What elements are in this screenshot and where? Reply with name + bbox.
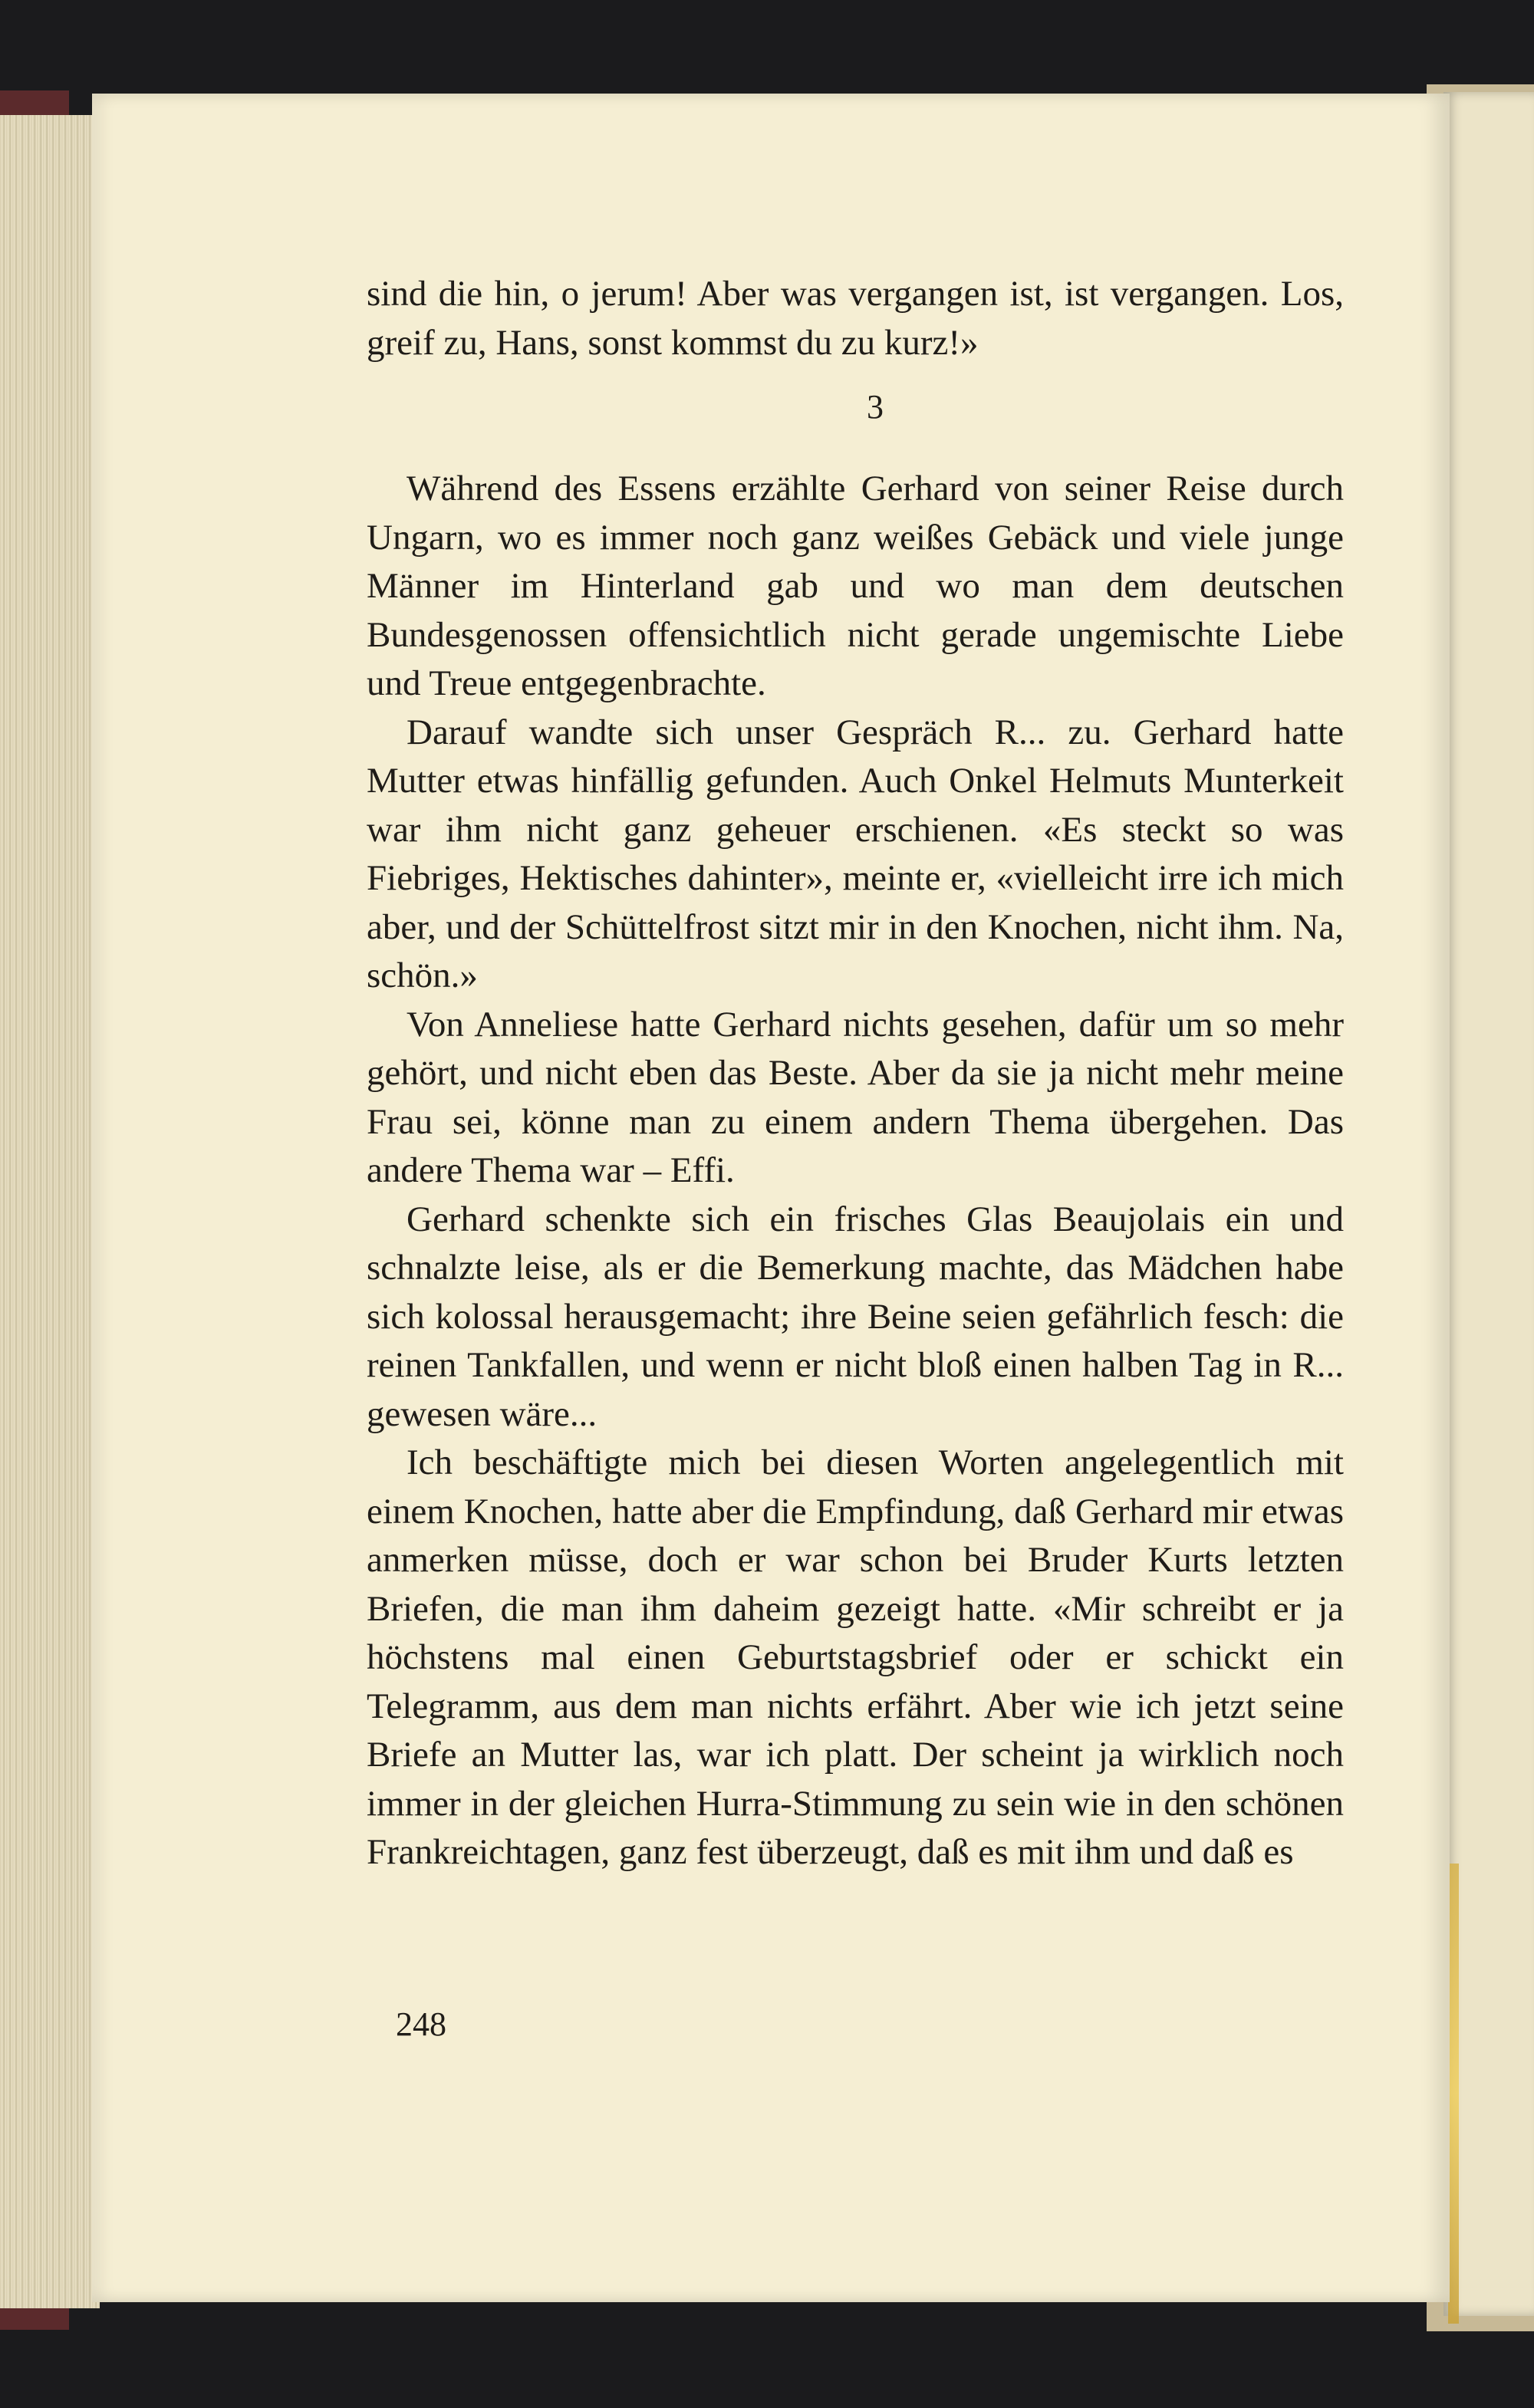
paragraph: Ich beschäftigte mich bei diesen Worten angelegentlich mit einem Knochen, hatte aber die Empfindung, daß Gerhard mir etwas anmerken müsse, doch er war schon bei Bruder Kurts letzten Briefen, die man ihm daheim gezeigt hatte. «Mir schreibt er ja höchstens mal einen Geburtstagsbrief oder er schickt ein Telegramm, aus dem man nichts erfährt. Aber wie ich jetzt seine Briefe an Mutter las, war ich platt. Der scheint ja wirklich noch immer in der gleichen Hurra-Stimmung zu sein wie in den schönen Frankreichtagen, ganz fest überzeugt, daß es mit ihm und daß es [367,1442,1344,1872]
body-text [367,270,1344,1877]
paragraph: Von Anneliese hatte Gerhard nichts gesehen, dafür um so mehr gehört, und nicht eben das Beste. Aber da sie ja nicht mehr meine Frau sei, könne man zu einem andern Thema übergehen. Das andere Thema war – Effi. [367,1004,1344,1190]
section-heading: 3 [867,388,884,426]
paragraph: Gerhard schenkte sich ein frisches Glas Beaujolais ein und schnalzte leise, als er die Bemerkung machte, das Mädchen habe sich kolossal herausgemacht; ihre Beine seien gefährlich fesch: die reinen Tankfallen, und wenn er nicht bloß einen halben Tag in R... gewesen wäre... [367,1199,1344,1434]
paragraph: sind die hin, o jerum! Aber was vergangen ist, ist vergangen. Los, greif zu, Hans, sonst kommst du zu kurz!» [367,274,1344,363]
stacked-page-edges [0,115,100,2308]
paragraph: Während des Essens erzählte Gerhard von seiner Reise durch Ungarn, wo es immer noch ganz weißes Gebäck und viele junge Männer im Hinterland gab und wo man dem deutschen Bundesgenossen offensichtlich nicht gerade ungemischte Liebe und Treue entgegenbrachte. [367,469,1344,703]
page-number: 248 [396,2005,446,2043]
paragraph: Darauf wandte sich unser Gespräch R... zu. Gerhard hatte Mutter etwas hinfällig gefunden. Auch Onkel Helmuts Munterkeit war ihm nicht ganz geheuer erschienen. «Es steckt so was Fiebriges, Hektisches dahinter», meinte er, «vielleicht irre ich mich aber, und der Schüttelfrost sitzt mir in den Knochen, nicht ihm. Na, schön.» [367,712,1344,995]
gilded-edge [1448,1864,1459,2324]
